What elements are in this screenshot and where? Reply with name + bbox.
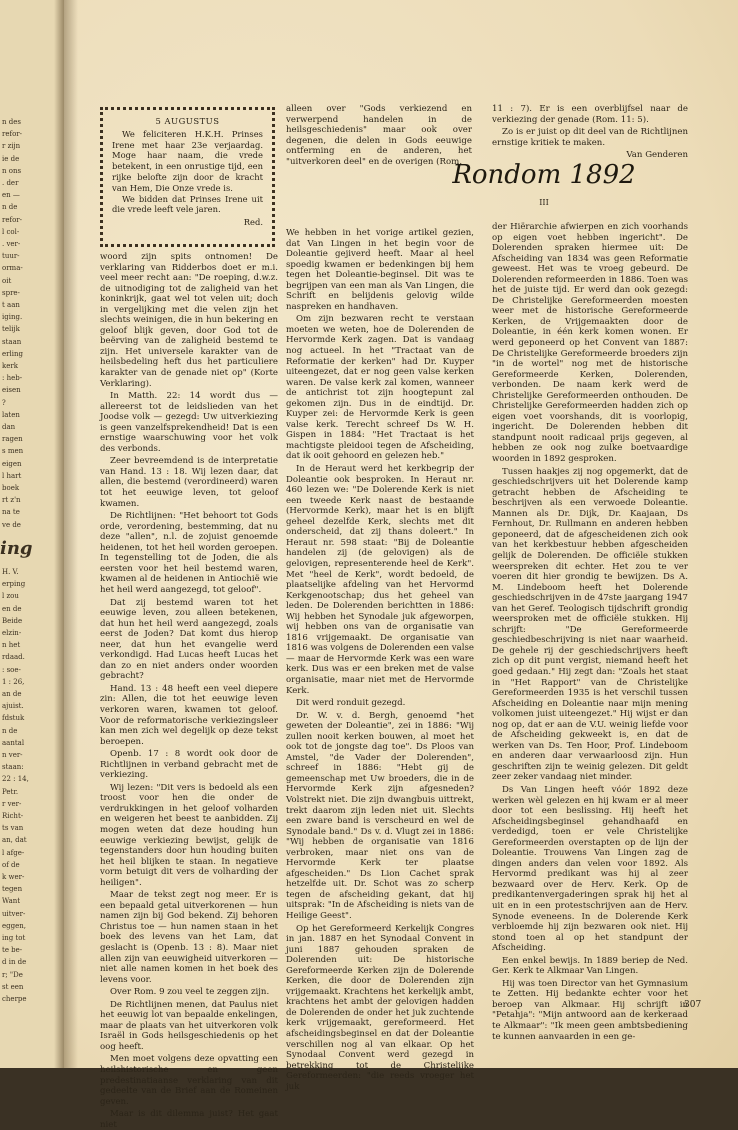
fragment-line: ts van xyxy=(2,824,24,833)
fragment-line: : soe- xyxy=(2,665,21,674)
fragment-line: n ons xyxy=(2,166,22,175)
fragment-line: spre- xyxy=(2,288,20,297)
paragraph: Hij was toen Director van het Gymnasium te Zetten. Hij bedankte echter voor het beroep van Alkmaar. Hij schrijft in "Petahja": "Mijn antwoord aan de kerkeraad te Alkmaar": "Ik meen geen ambtsbediening te kunnen aanvaarden in een ge- xyxy=(492,978,688,1042)
fragment-line: st een xyxy=(2,982,24,991)
fragment-line: rdaad. xyxy=(2,653,25,662)
fragment-line: an de xyxy=(2,690,22,698)
paragraph: Zeer bevreemdend is de interpretatie van Hand. 13 : 18. Wij lezen daar, dat allen, die bestemd (verordineerd) waren tot het eeuwige leven, tot geloof kwamen. xyxy=(100,456,278,509)
paragraph: Wij lezen: "Dit vers is bedoeld als een troost voor hen die onder de verdrukkingen in het geloof volharden en weigeren het beest te aanbidden. Zij mogen weten dat deze houding hun eeuwige verkiezing bewijst, gelijk de tegenstanders door hun houding buiten het heil blijken te staan. In negatieve vorm betuigt dit vers de volharding der heiligen". xyxy=(100,782,278,888)
fragment-line: of de xyxy=(2,860,20,869)
paragraph: Maar de tekst zegt nog meer. Er is een bepaald getal uitverkorenen — hun namen zijn bij God bekend. Zij behoren Christus toe — hun namen staan in het boek des levens van het Lam, dat geslacht is (Openb. 13 : 8). Maar niet allen zijn van eeuwigheid uitverkoren — niet alle namen komen in het boek des levens voor. xyxy=(100,890,278,985)
paragraph: De Richtlijnen menen, dat Paulus niet het eeuwig lot van bepaalde enkelingen, maar de plaats van het uitverkoren volk Israël in Gods heilsgeschiedenis op het oog heeft. xyxy=(100,999,278,1052)
notice-paragraph: We bidden dat Prinses Irene uit die vrede leeft vele jaren. xyxy=(112,193,263,215)
paragraph: In de Heraut werd het kerkbegrip der Doleantie ook besproken. In Heraut nr. 460 lezen we: "De Dolerende Kerk is niet een tweede Kerk naast de bestaande (Hervormde Kerk), maar het is en blijft geheel dezelfde Kerk, slechts met dit onderscheid, dat zij thans doleert." In Heraut nr. 598 staat: "Bij de Doleantie handelen zij (de gelovigen) als de gelovigen, representerende heel de Kerk". Met "heel de Kerk", wordt bedoeld, de plaatselijke afdeling van het Hervormd Kerkgenootschap; dus het geheel van leden. De Dolerenden berichtten in 1886: Wij hebben het Synodale juk afgeworpen, wij hebben ons van de organisatie van 1816 vrijgemaakt. De organisatie van 1816 was volgens de Dolerenden een valse — maar de Hervormde Kerk was een ware kerk. Dus was er een breken met de valse organisatie, maar niet met de Hervormde Kerk. xyxy=(286,464,474,696)
birthday-notice-box xyxy=(100,107,275,247)
previous-page-heading: ing xyxy=(0,538,33,559)
fragment-line: tuur- xyxy=(2,252,20,261)
fragment-line: cherpe xyxy=(2,995,27,1003)
fragment-line: n de xyxy=(2,203,18,212)
paragraph: Dit werd ronduit gezegd. xyxy=(296,698,406,709)
author-signature: Van Genderen xyxy=(626,150,688,161)
fragment-line: fdstuk xyxy=(2,714,25,723)
paragraph: Op het Gereformeerd Kerkelijk Congres in jan. 1887 en het Synodaal Convent in juni 1887 gehouden spraken de Dolerenden uit: De historische Gereformeerde Kerken zijn de Dolerende Kerken, die door de Dolerenden zijn vrijgemaakt. Krachtens het kerkelijk ambt, krachtens het ambt der gelovigen hadden de Dolerenden de onder het juk zuchtende kerk vrijgemaakt, gereformeerd. Het afscheidingsbeginsel en dat der Doleantie verschillen nog al van elkaar. Op het Synodaal Convent werd gezegd in betrekking tot de Christelijke Gereformeerden: "die reeds vroeger het juk xyxy=(286,923,474,1092)
fragment-line: l hart xyxy=(2,471,22,480)
fragment-line: 1 : 26, xyxy=(2,677,25,686)
fragment-line: en de xyxy=(2,604,22,613)
fragment-line: orma- xyxy=(2,264,23,273)
fragment-line: ? xyxy=(2,398,6,407)
fragment-line: refor- xyxy=(2,215,23,224)
column-left xyxy=(100,252,278,1130)
fragment-line: l zou xyxy=(2,592,19,601)
paragraph: 11 : 7). Er is een overblijfsel naar de verkiezing der genade (Rom. 11: 5). xyxy=(492,104,688,125)
fragment-line: rt z'n xyxy=(2,496,21,505)
fragment-line: uitver- xyxy=(2,909,26,918)
magazine-page xyxy=(64,0,738,1130)
paragraph: Hand. 13 : 48 heeft een veel diepere zin: Allen, die tot het eeuwige leven verkoren waren, kwamen tot geloof. Voor de reformatorische verkiezingsleer kan men zich wel degelijk op deze tekst beroepen. xyxy=(100,683,278,747)
fragment-line: tegen xyxy=(2,885,23,894)
paragraph: woord zijn spits ontnomen! De verklaring van Ridderbos doet er m.i. veel meer recht aan: "De roeping, d.w.z. de uitnodiging tot de zaligheid van het koninkrijk, gaat wel tot velen uit; doch in vergelijking met die velen zijn het slechts weinigen, die in hun bekering en geloof blijk geven, door God tot de beërving van de zaligheid bestemd te zijn. Het universele karakter van de heilsbedeling heft dus het particuliere karakter van de genade niet op" (Korte Verklaring). xyxy=(100,252,278,389)
paragraph: Om zijn bezwaren recht te verstaan moeten we weten, hoe de Dolerenden de Hervormde Kerk zagen. Dat is vandaag nog actueel. In het "Tractaat van de Reformatie der kerken" had Dr. Kuyper uiteengezet, dat er nog geen valse kerken waren. De valse kerk zal komen, wanneer de antichrist tot zijn hoogtepunt zal gekomen zijn. Dus in de eindtijd. Dr. Kuyper zei: de Hervormde Kerk is geen valse kerk. Terecht schreef Ds W. H. Gispen in 1884: "Het Tractaat is het machtigste pleidooi tegen de Afscheiding, dat ik ooit gehoord en gelezen heb." xyxy=(286,314,474,462)
paragraph: Dr. W. v. d. Bergh, genoemd "het geweten der Doleantie", zei in 1886: "Wij zullen nooit kerken bouwen, al moet het ook tot de jongste dag toe". Ds Ploos van Amstel, "de Vader der Dolerenden", schreef in 1886: "Hebt gij de gemeenschap met Uw broeders, die in de Hervormde Kerk zijn afgesneden? Volstrekt niet. Die zijn dwangbuis uittrekt, trekt daarom zijn leden niet uit. Slechts een zware band is verscheurd en wel de Synodale band." Ds v. d. Vlugt zei in 1886: "Wij hebben de organisatie van 1816 verbroken, maar niet ons van de Hervormde Kerk ter plaatse afgescheiden." Ds Lion Cachet sprak hetzelfde uit. Dr. Schot was zo scherp tegen de afscheiding gekant, dat hij uitsprak: "In de Afscheiding is niets van de Heilige Geest". xyxy=(286,710,474,921)
fragment-line: eisen xyxy=(2,386,21,395)
fragment-line: Richt- xyxy=(2,812,24,820)
paragraph: der Hiërarchie afwierpen en zich voorhands op eigen voet hebben ingericht". De Dolerenden spraken hiermee uit: De Afscheiding van 1834 was geen Reformatie geweest. Het was te vroeg gebeurd. De Dolerenden reformeerden in 1886. Toen was het de juiste tijd. Er werd dan ook gezegd: De Christelijke Gereformeerden moesten weer met de historische Gereformeerde Kerken, de Vrijgemaakten door de Doleantie, in één kerk komen wonen. Er werd geponeerd op het Convent van 1887: De Christelijke Gereformeerde broeders zijn "in de wortel" nog met de historische Gereformeerde Kerken, Dolerenden, verbonden. De naam kerk werd de Christelijke Gereformeerden onthouden. De Christelijke Gereformeerden hadden zich op eigen voet voorshands, dit is voorlopig, ingericht. De Dolerenden hebben dit standpunt nooit radicaal prijs gegeven, al hebben ze ook nog zulke boetvaardige woorden in 1892 gesproken. xyxy=(492,222,688,465)
fragment-line: k wer- xyxy=(2,873,25,881)
fragment-line: eggen, xyxy=(2,921,26,930)
fragment-line: d in de xyxy=(2,958,27,967)
paragraph: Dat zij bestemd waren tot het eeuwige leven, zou alleen betekenen, dat hun het heil werd aangezegd, zoals eerst de Joden? Dat komt dus hierop neer, dat hun het evangelie werd verkondigd. Had Lucas heeft Lucas het dan zo en niet anders onder woorden gebracht? xyxy=(100,597,278,682)
fragment-line: r ver- xyxy=(2,799,22,808)
fragment-line: erling xyxy=(2,349,23,358)
page-shadow xyxy=(64,0,78,1068)
paragraph: Tussen haakjes zij nog opgemerkt, dat de geschiedschrijvers uit het Dolerende kamp getracht hebben de Afscheiding te beschrijven als een verwoede Doleantie. Mannen als Dr. Dijk, Dr. Kaajaan, Ds Fernhout, Dr. Rullmann en anderen hebben geponeerd, dat de afgescheidenen zich ook van het kerkbestuur hebben afgescheiden gelijk de Dolerenden. De officiële stukken weerspreken dit echter. Het zou te ver voeren dit hier grondig te bewijzen. Ds A. M. Lindeboom heeft het Dolerende geschiedschrijven in de 47ste jaargang 1947 van het Geref. Teologisch tijdschrift grondig weersproken met de officiële stukken. Hij schrijft: "De Gereformeerde geschiedbeschrijving is niet naar waarheid. De gehele rij der geschiedschrijvers heeft zich op dit punt vergist, niemand heeft het goed gedaan." Hij zegt dan: "Zoals het staat in "Het Rapport" van de Christelijke Gereformeerden 1935 is het verschil tussen Afscheiding en Doleantie naar mijn mening volkomen juist uiteengezet." Hij wijst er dan nog op, dat er aan de V.U. weinig liefde voor de Afscheiding gekweekt is, en dat de werken van Ds. Ten Hoor, Prof. Lindeboom en anderen daar verwaarloosd zijn. Hun geschriften zijn te weinig gelezen. Dit geldt zeer zeker vandaag niet minder. xyxy=(492,466,688,783)
fragment-line: aantal xyxy=(2,738,25,747)
fragment-line: eigen xyxy=(2,459,22,468)
paragraph: Men moet volgens deze opvatting een heilshistorische en geen predestinatiaanse verklaring van dit gedeelte van de Brief aan de Romeinen geven. xyxy=(100,1054,278,1107)
paragraph: Een enkel bewijs. In 1889 beriep de Ned. Ger. Kerk te Alkmaar Van Lingen. xyxy=(492,955,688,977)
fragment-line: ie de xyxy=(2,154,20,163)
fragment-line: kerk xyxy=(2,362,18,370)
fragment-line: : heb- xyxy=(2,374,23,383)
paragraph: Openb. 17 : 8 wordt ook door de Richtlijnen in verband gebracht met de verkiezing. xyxy=(100,749,278,781)
fragment-line: s men xyxy=(2,447,24,456)
fragment-line: 22 : 14, xyxy=(2,775,29,784)
fragment-line: laten xyxy=(2,410,20,419)
fragment-line: n des xyxy=(2,118,21,126)
fragment-line: elzin- xyxy=(2,629,22,637)
top-right-text xyxy=(492,104,688,161)
fragment-line: r zijn xyxy=(2,142,21,151)
page-number: 307 xyxy=(684,1000,702,1010)
fragment-line: na te xyxy=(2,508,20,517)
top-middle-text xyxy=(286,104,472,167)
fragment-line: staan xyxy=(2,337,22,346)
fragment-line: oit xyxy=(2,276,12,285)
paragraph: Zo is er juist op dit deel van de Richtlijnen ernstige kritiek te maken. xyxy=(492,127,688,148)
notice-paragraph: We feliciteren H.K.H. Prinses Irene met haar 23e verjaardag. Moge haar naam, die vrede betekent, in een onrustige tijd, een rijke belofte zijn door de kracht van Hem, Die Onze vrede is. xyxy=(112,128,263,193)
fragment-line: erping xyxy=(2,580,26,589)
fragment-line: refor- xyxy=(2,130,23,139)
paragraph: Over Rom. 9 zou veel te zeggen zijn. xyxy=(110,987,270,998)
fragment-line: ve de xyxy=(2,520,21,529)
fragment-line: n het xyxy=(2,641,21,650)
fragment-line: n de xyxy=(2,726,18,735)
paragraph: De Richtlijnen: "Het behoort tot Gods orde, verordening, bestemming, dat nu deze "allen", n.l. de zojuist genoemde heidenen, tot het heil worden geroepen. In tegenstelling tot de Joden, die als eersten voor het heil bestemd waren, kwamen al de heidenen in Antiochië wie het heil werd aangezegd, tot geloof". xyxy=(100,511,278,595)
fragment-line: l afge- xyxy=(2,848,25,857)
column-middle xyxy=(286,228,474,1092)
article-part-number: III xyxy=(539,198,549,207)
paragraph: In Matth. 22: 14 wordt dus — allereerst tot de leidslieden van het Joodse volk — gezegd: Uw uitverkiezing is geen vanzelfsprekendheid! Dat is een ernstige waarschuwing voor het volk des verbonds. xyxy=(100,391,278,454)
fragment-line: an, dat xyxy=(2,836,27,845)
fragment-line: staan: xyxy=(2,763,24,772)
fragment-line: l col- xyxy=(2,227,20,236)
paragraph: Maar is dit dilemma juist? Het gaat niet xyxy=(100,1109,278,1130)
previous-page-edge xyxy=(0,0,64,1068)
fragment-line: H. V. xyxy=(2,568,19,576)
fragment-line: te be- xyxy=(2,946,23,955)
notice-signature: Red. xyxy=(243,217,263,228)
fragment-line: ing tot xyxy=(2,934,26,942)
fragment-line: . ver- xyxy=(2,240,21,248)
paragraph: alleen over "Gods verkiezend en verwerpend handelen in de heilsgeschiedenis" maar ook over degenen, die delen in Gods eeuwige ontferming en de anderen, het "uitverkoren deel" en de overigen (Rom. xyxy=(286,104,472,167)
fragment-line: t aan xyxy=(2,301,20,309)
fragment-line: dan xyxy=(2,423,16,431)
fragment-line: en — xyxy=(2,191,20,200)
fragment-line: Want xyxy=(2,897,21,906)
fragment-line: boek xyxy=(2,484,20,492)
paragraph: Ds Van Lingen heeft vóór 1892 deze werken wèl gelezen en hij kwam er al meer door tot een beslissing. Hij heeft het Afscheidingsbeginsel gehandhaafd en verdedigd, toen er vele Christelijke Gereformeerden overstapten op de lijn der Doleantie. Trouwens Van Lingen zag de dingen anders dan velen voor 1892. Als Hervormd predikant was hij al zeer bezwaard over de Herv. Kerk. Op de predikantenvergaderingen sprak hij het al uit en in een protestschrijven aan de Herv. Synode eveneens. In de Dolerende Kerk verbloemde hij zijn bezwaren ook niet. Hij stond toen al op het standpunt der Afscheiding. xyxy=(492,784,688,954)
page-gutter xyxy=(54,0,64,1068)
fragment-line: Beide xyxy=(2,616,23,625)
article-title: Rondom 1892 xyxy=(452,160,636,190)
fragment-line: telijk xyxy=(2,325,20,334)
fragment-line: . der xyxy=(2,179,19,187)
fragment-line: r; "De xyxy=(2,970,23,979)
column-right xyxy=(492,222,688,1042)
notice-date: 5 AUGUSTUS xyxy=(155,116,220,126)
paragraph: We hebben in het vorige artikel gezien, dat Van Lingen in het begin voor de Doleantie gejiverd heeft. Maar al heel spoedig kwamen er bedenkingen bij hem tegen het Doleantie-beginsel. Dit was te begrijpen van een man als Van Lingen, die Schrift en belijdenis gelovig wilde naspreken en handhaven. xyxy=(286,228,474,312)
fragment-line: n ver- xyxy=(2,751,23,759)
fragment-line: Petr. xyxy=(2,787,19,796)
fragment-line: iging. xyxy=(2,313,23,322)
fragment-line: ajuist. xyxy=(2,702,24,711)
fragment-line: ragen xyxy=(2,435,23,444)
